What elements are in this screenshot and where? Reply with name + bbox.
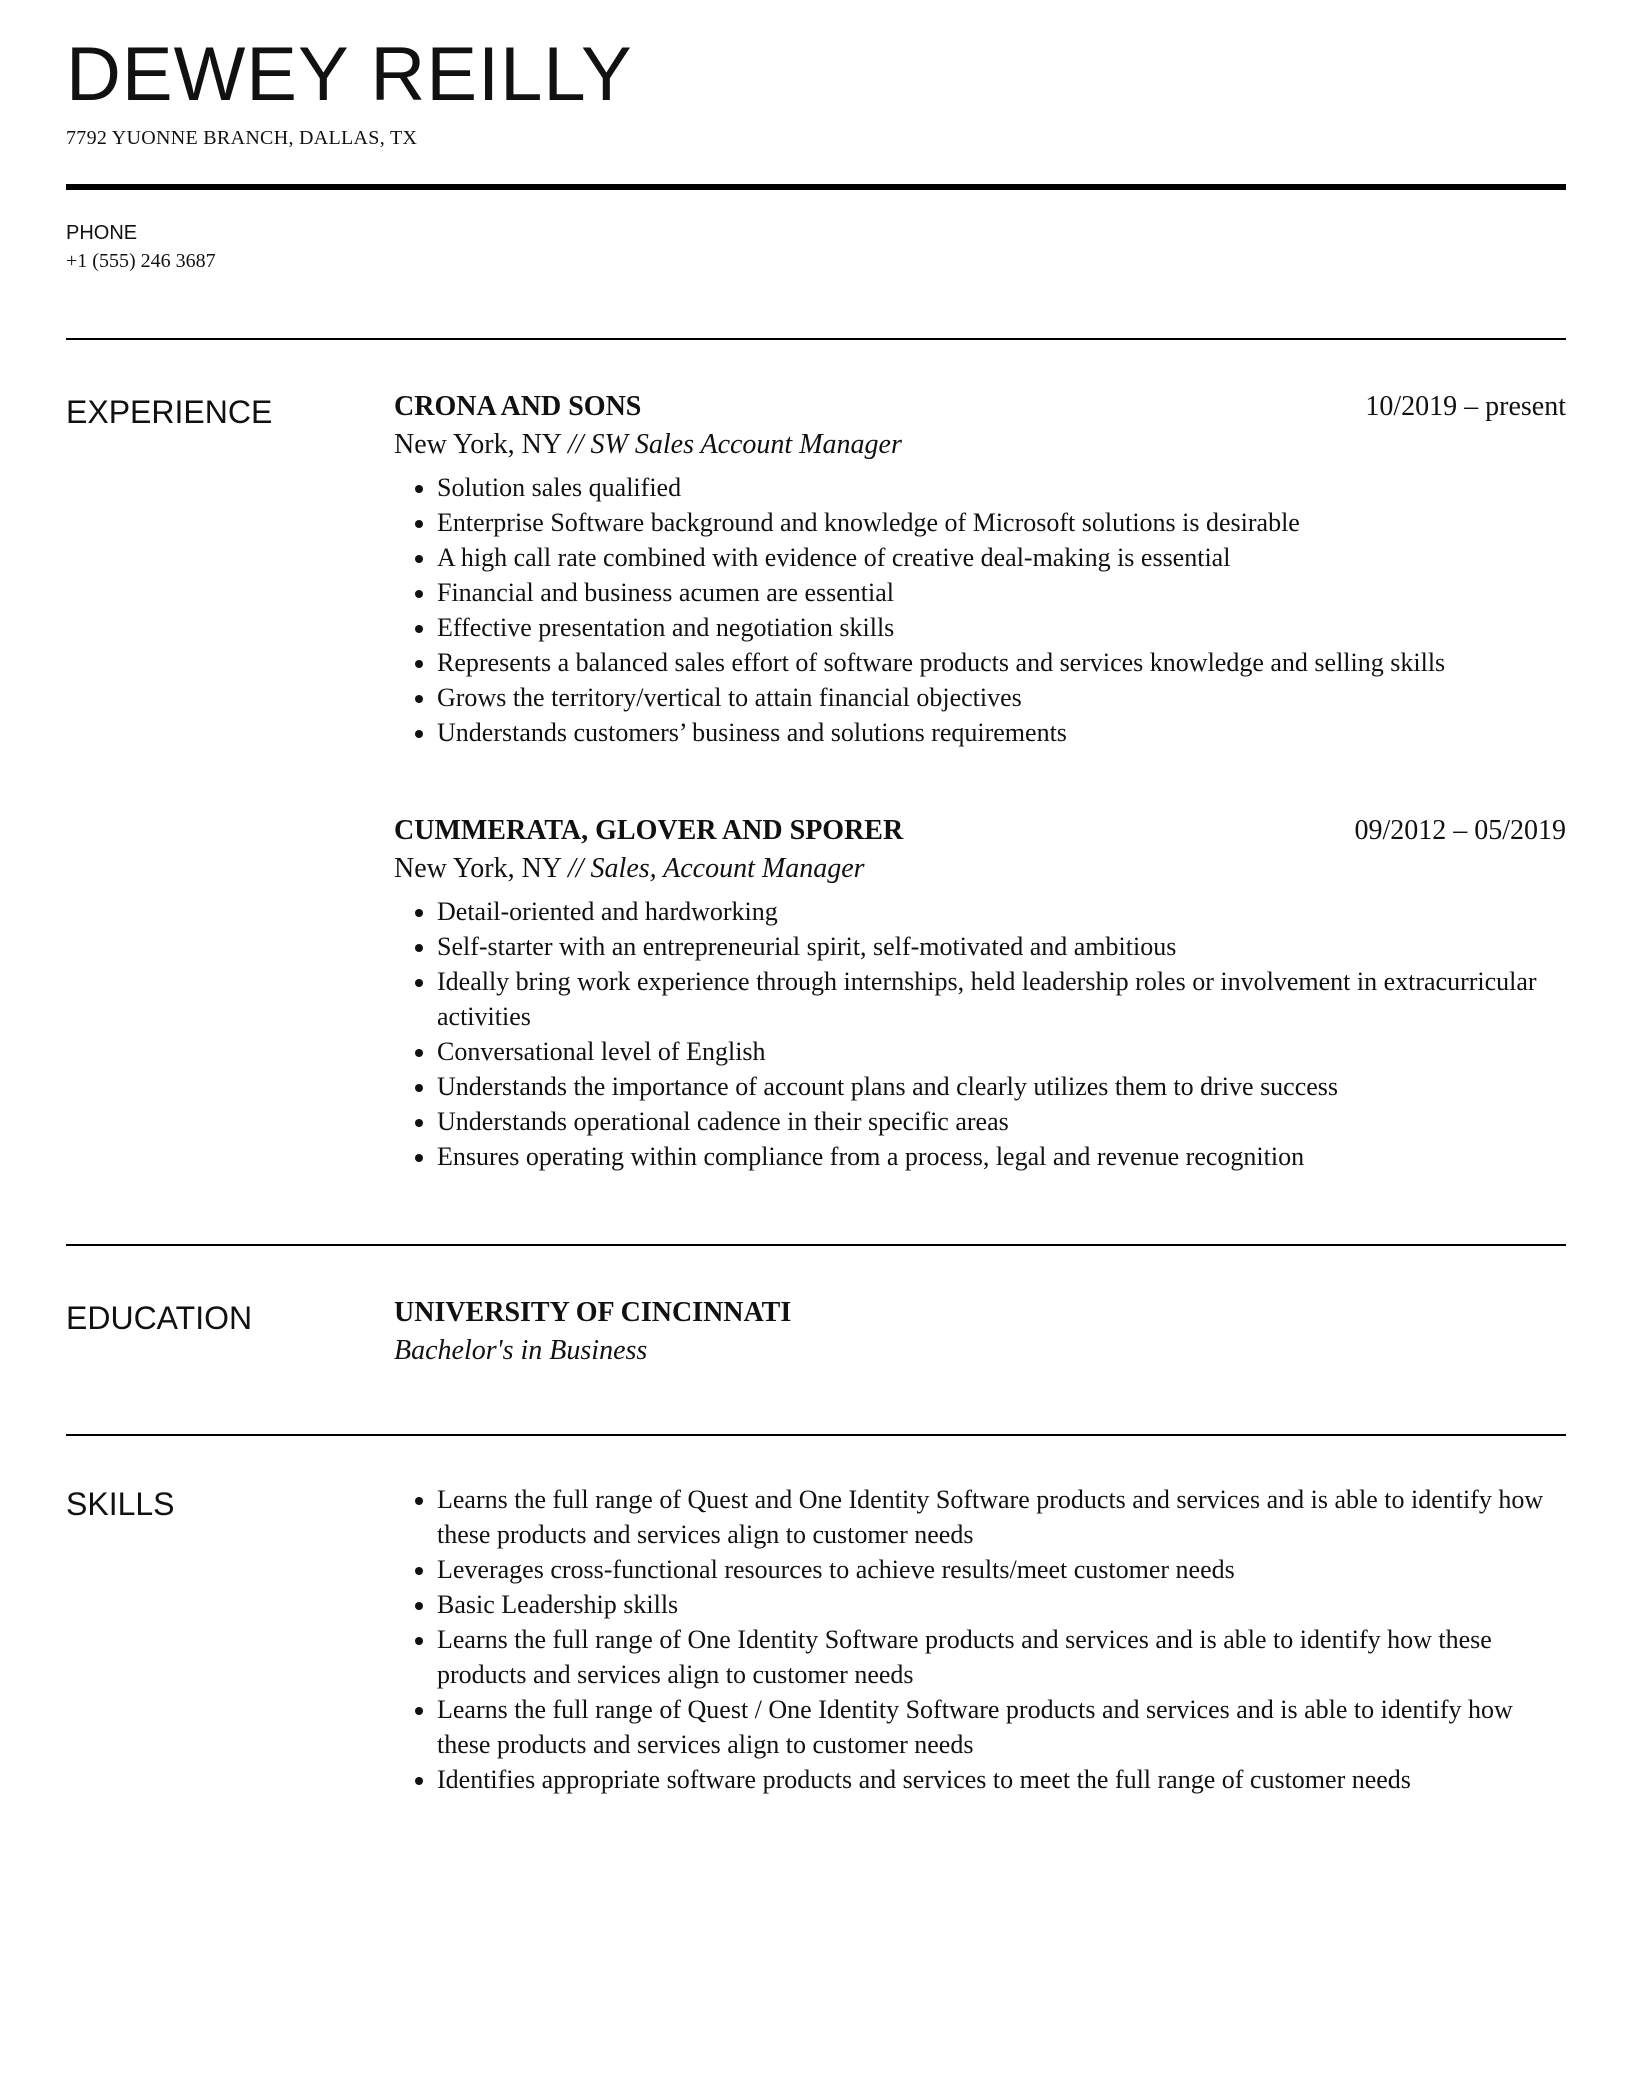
skill-item: • Leverages cross-functional resources to achieve results/meet customer needs xyxy=(437,1552,1566,1587)
education-section xyxy=(66,1296,1566,1370)
experience-section xyxy=(66,390,1566,1174)
experience-heading: EXPERIENCE xyxy=(66,394,273,430)
job-header xyxy=(394,814,1566,848)
contact-block xyxy=(66,220,1566,276)
job-bullets xyxy=(394,470,1566,750)
job-entry xyxy=(394,390,1566,750)
job-bullet: • Understands operational cadence in their specific areas xyxy=(437,1104,1566,1139)
section-divider xyxy=(66,338,1566,340)
job-bullet: • Ensures operating within compliance from a process, legal and revenue recognition xyxy=(437,1139,1566,1174)
skill-item: • Identifies appropriate software products and services to meet the full range of customer needs xyxy=(437,1762,1566,1797)
job-company: CUMMERATA, GLOVER AND SPORER xyxy=(394,815,904,846)
education-header xyxy=(394,1296,1566,1330)
job-location: New York, NY xyxy=(394,853,561,884)
header-divider xyxy=(66,184,1566,190)
resume-page xyxy=(66,0,1566,1797)
job-company: CRONA AND SONS xyxy=(394,391,642,422)
job-dates: 09/2012 – 05/2019 xyxy=(1354,815,1566,846)
job-subline xyxy=(394,426,1566,464)
skill-item: • Learns the full range of Quest and One Identity Software products and services and is able to identify how these products and services align to customer needs xyxy=(437,1482,1566,1552)
job-bullet: • Solution sales qualified xyxy=(437,470,1566,505)
section-divider xyxy=(66,1434,1566,1436)
job-bullet: • Understands customers’ business and solutions requirements xyxy=(437,715,1566,750)
phone-label: PHONE xyxy=(66,222,138,244)
job-header xyxy=(394,390,1566,424)
skill-item: • Learns the full range of Quest / One Identity Software products and services and is able to identify how these products and services align to customer needs xyxy=(437,1692,1566,1762)
skills-heading: SKILLS xyxy=(66,1486,175,1522)
skills-section xyxy=(66,1482,1566,1797)
job-bullet: • Conversational level of English xyxy=(437,1034,1566,1069)
job-bullet: • Effective presentation and negotiation skills xyxy=(437,610,1566,645)
job-bullet: • Ideally bring work experience through internships, held leadership roles or involvement in extracurricular activities xyxy=(437,964,1566,1034)
job-bullets xyxy=(394,894,1566,1174)
job-bullet: • Grows the territory/vertical to attain financial objectives xyxy=(437,680,1566,715)
education-body xyxy=(394,1296,1566,1370)
education-school: UNIVERSITY OF CINCINNATI xyxy=(394,1297,792,1328)
education-heading: EDUCATION xyxy=(66,1300,253,1336)
education-degree: Bachelor's in Business xyxy=(394,1335,648,1366)
skills-list xyxy=(394,1482,1566,1797)
experience-body xyxy=(394,390,1566,1174)
candidate-address: 7792 YUONNE BRANCH, DALLAS, TX xyxy=(66,127,418,149)
section-divider xyxy=(66,1244,1566,1246)
job-location: New York, NY xyxy=(394,429,561,460)
skill-item: • Basic Leadership skills xyxy=(437,1587,1566,1622)
job-bullet: • Understands the importance of account plans and clearly utilizes them to drive success xyxy=(437,1069,1566,1104)
job-role: // SW Sales Account Manager xyxy=(567,429,902,460)
skills-body xyxy=(394,1482,1566,1797)
job-subline xyxy=(394,850,1566,888)
job-bullet: • Enterprise Software background and knowledge of Microsoft solutions is desirable xyxy=(437,505,1566,540)
job-entry xyxy=(394,814,1566,1174)
phone-value: +1 (555) 246 3687 xyxy=(66,250,216,272)
job-bullet: • Financial and business acumen are essential xyxy=(437,575,1566,610)
job-role: // Sales, Account Manager xyxy=(567,853,865,884)
job-bullet: • A high call rate combined with evidence of creative deal-making is essential xyxy=(437,540,1566,575)
skill-item: • Learns the full range of One Identity Software products and services and is able to identify how these products and services align to customer needs xyxy=(437,1622,1566,1692)
job-bullet: • Represents a balanced sales effort of software products and services knowledge and selling skills xyxy=(437,645,1566,680)
job-dates: 10/2019 – present xyxy=(1365,391,1566,422)
candidate-name: DEWEY REILLY xyxy=(66,32,633,117)
job-bullet: • Self-starter with an entrepreneurial spirit, self-motivated and ambitious xyxy=(437,929,1566,964)
job-bullet: • Detail-oriented and hardworking xyxy=(437,894,1566,929)
